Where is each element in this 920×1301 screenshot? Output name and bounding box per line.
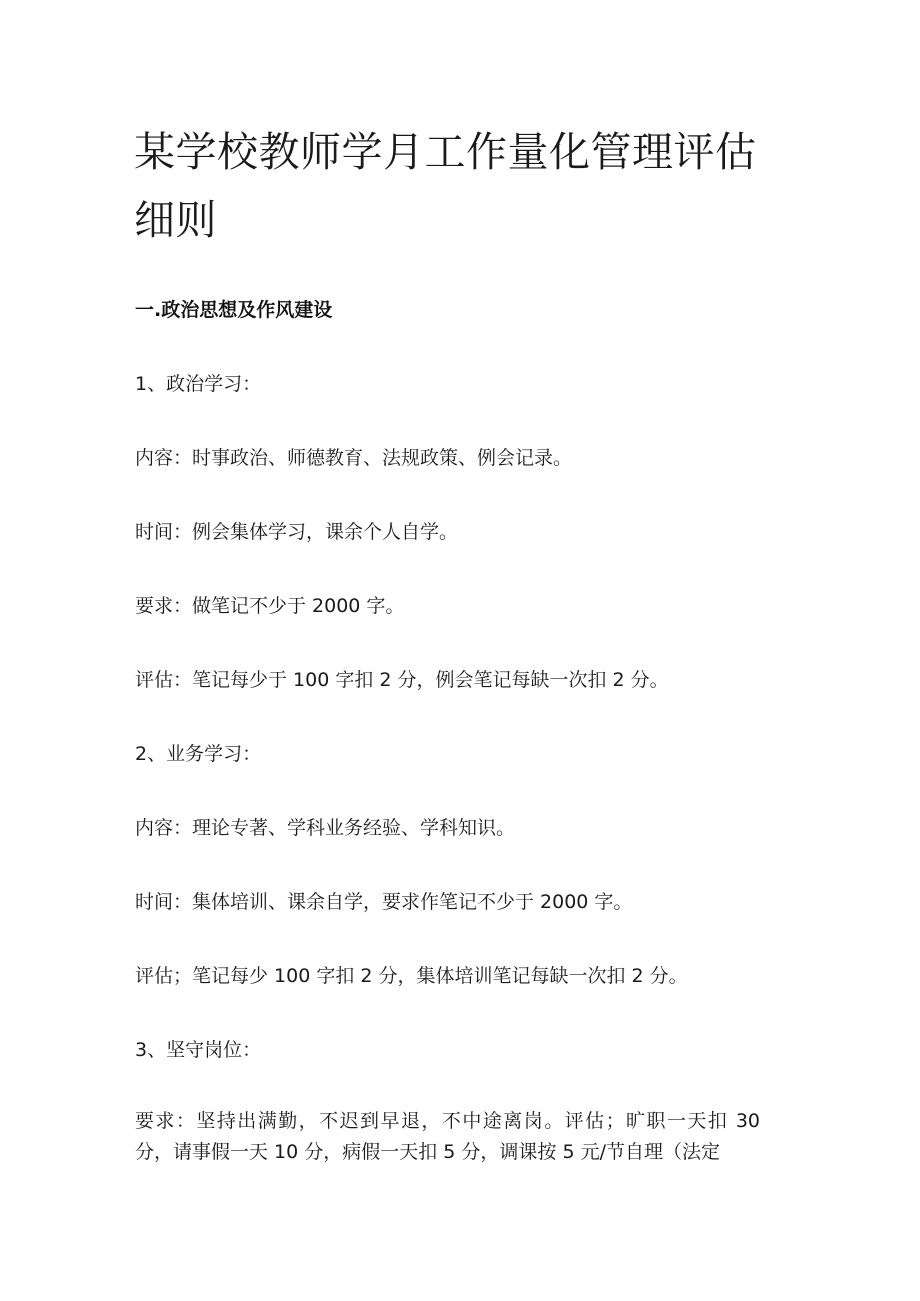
political-study-time: 时间：例会集体学习，课余个人自学。 bbox=[135, 521, 459, 543]
item-label-professional-study: 2、业务学习： bbox=[135, 743, 262, 765]
section-heading: 一.政治思想及作风建设 bbox=[135, 299, 333, 321]
item-label-political-study: 1、政治学习： bbox=[135, 373, 262, 395]
stay-at-post-requirement: 要求：坚持出满勤，不迟到早退，不中途离岗。评估；旷职一天扣 30 分，请事假一天 10 分，病假一天扣 5 分，调课按 5 元/节自理（法定 bbox=[135, 1110, 760, 1163]
political-study-requirement: 要求：做笔记不少于 2000 字。 bbox=[135, 595, 405, 617]
political-study-evaluation: 评估：笔记每少于 100 字扣 2 分，例会笔记每缺一次扣 2 分。 bbox=[135, 669, 669, 691]
professional-study-evaluation: 评估；笔记每少 100 字扣 2 分，集体培训笔记每缺一次扣 2 分。 bbox=[135, 965, 688, 987]
item-label-stay-at-post: 3、坚守岗位： bbox=[135, 1039, 262, 1061]
professional-study-content: 内容：理论专著、学科业务经验、学科知识。 bbox=[135, 817, 516, 839]
professional-study-time: 时间：集体培训、课余自学，要求作笔记不少于 2000 字。 bbox=[135, 891, 633, 913]
political-study-content: 内容：时事政治、师德教育、法规政策、例会记录。 bbox=[135, 447, 573, 469]
document-title: 某学校教师学月工作量化管理评估细则 bbox=[134, 128, 757, 244]
